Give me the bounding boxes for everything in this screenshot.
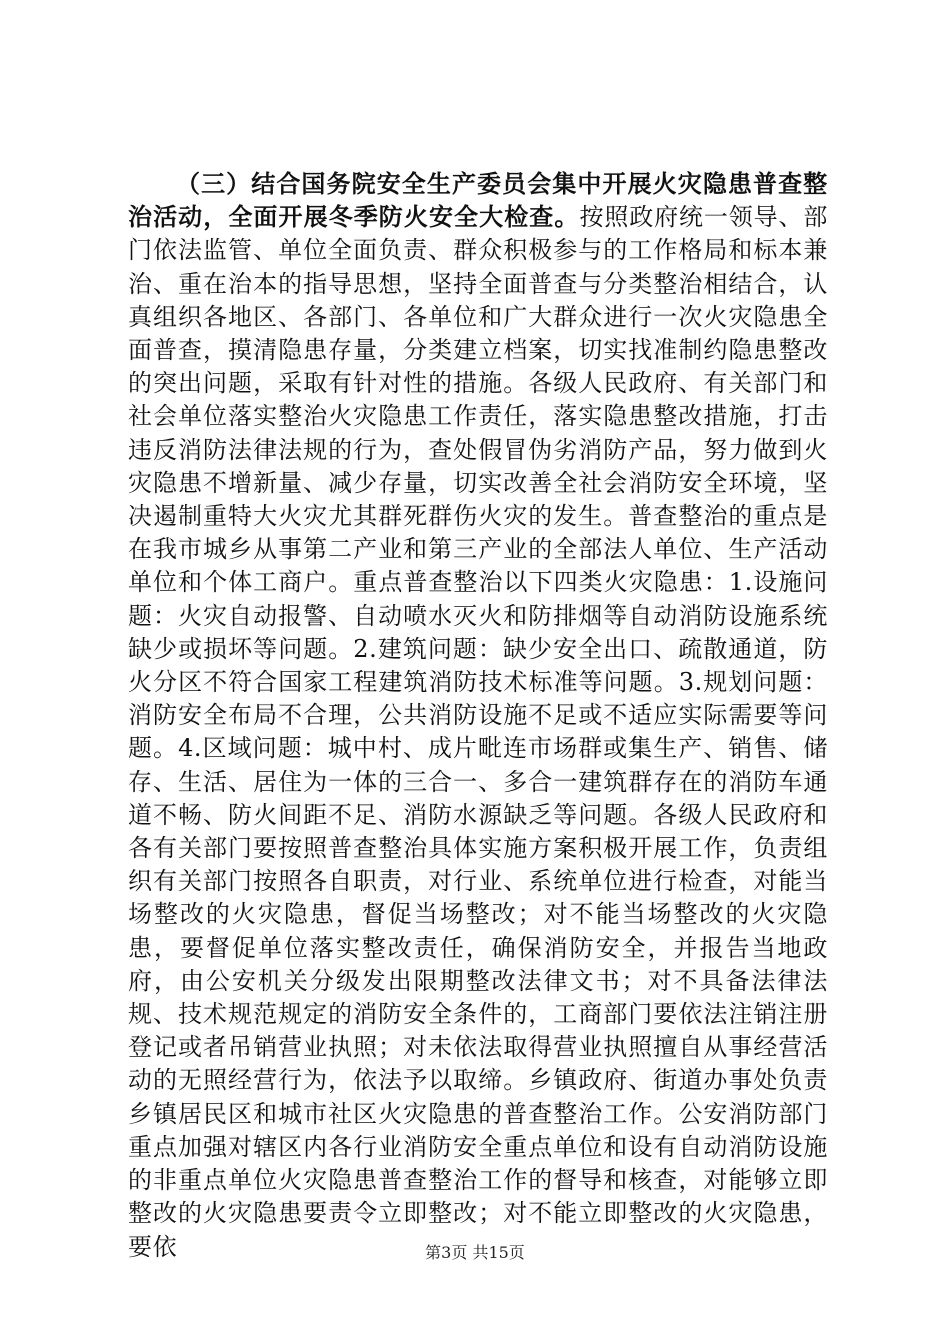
page-number: 第3页 共15页 — [425, 1243, 525, 1262]
page-footer — [0, 1243, 950, 1263]
paragraph-body: 按照政府统一领导、部门依法监管、单位全面负责、群众积极参与的工作格局和标本兼治、重在治本的指导思想，坚持全面普查与分类整治相结合，认真组织各地区、各部门、各单位和广大群众进行一次火灾隐患全面普查，摸清隐患存量，分类建立档案，切实找准制约隐患整改的突出问题，采取有针对性的措施。各级人民政府、有关部门和社会单位落实整治火灾隐患工作责任，落实隐患整改措施，打击违反消防法律法规的行为，查处假冒伪劣消防产品，努力做到火灾隐患不增新量、减少存量，切实改善全社会消防安全环境，坚决遏制重特大火灾尤其群死群伤火灾的发生。普查整治的重点是在我市城乡从事第二产业和第三产业的全部法人单位、生产活动单位和个体工商户。重点普查整治以下四类火灾隐患：1.设施问题：火灾自动报警、自动喷水灭火和防排烟等自动消防设施系统缺少或损坏等问题。2.建筑问题：缺少安全出口、疏散通道，防火分区不符合国家工程建筑消防技术标准等问题。3.规划问题：消防安全布局不合理，公共消防设施不足或不适应实际需要等问题。4.区域问题：城中村、成片毗连市场群或集生产、销售、储存、生活、居住为一体的三合一、多合一建筑群存在的消防车通道不畅、防火间距不足、消防水源缺乏等问题。各级人民政府和各有关部门要按照普查整治具体实施方案积极开展工作，负责组织有关部门按照各自职责，对行业、系统单位进行检查，对能当场整改的火灾隐患，督促当场整改；对不能当场整改的火灾隐患，要督促单位落实整改责任，确保消防安全，并报告当地政府，由公安机关分级发出限期整改法律文书；对不具备法律法规、技术规范规定的消防安全条件的，工商部门要依法注销注册登记或者吊销营业执照；对未依法取得营业执照擅自从事经营活动的无照经营行为，依法予以取缔。乡镇政府、街道办事处负责乡镇居民区和城市社区火灾隐患的普查整治工作。公安消防部门重点加强对辖区内各行业消防安全重点单位和设有自动消防设施的非重点单位火灾隐患普查整治工作的督导和核查，对能够立即整改的火灾隐患要责令立即整改；对不能立即整改的火灾隐患，要依 — [128, 203, 828, 1261]
body-paragraph — [128, 168, 828, 1264]
section-heading-lead: （三）结合国务院安全生产委员会集中开展火灾隐患普查整治活动，全面开展冬季防火安全大检查。 — [128, 170, 828, 232]
